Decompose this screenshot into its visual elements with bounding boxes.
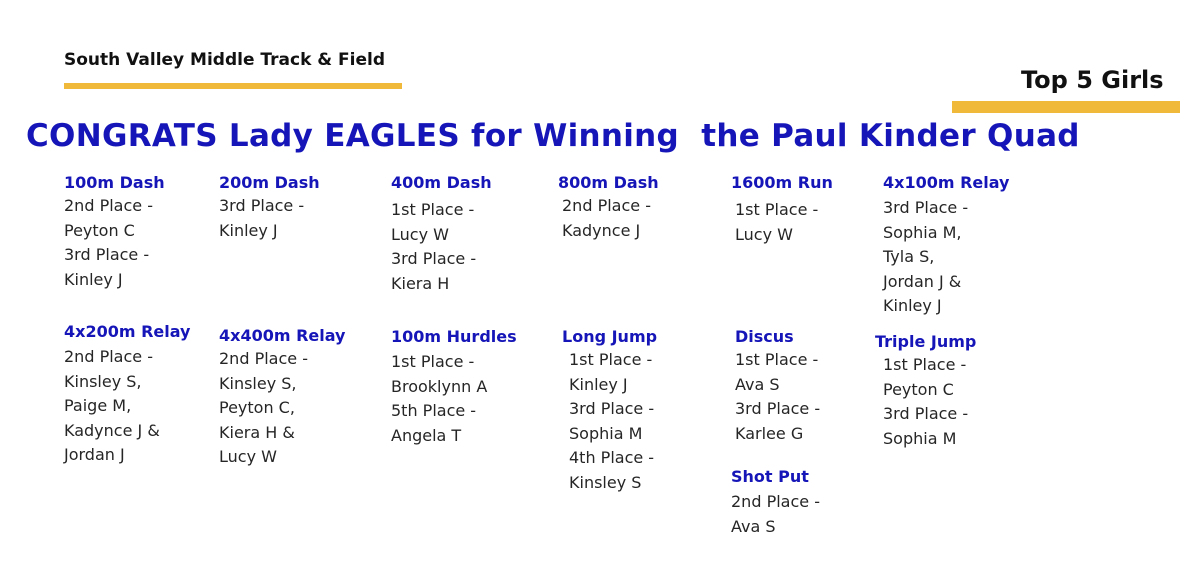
result-line: 3rd Place -: [883, 198, 969, 217]
result-line: Kiera H: [391, 273, 450, 293]
result-line: 3rd Place -: [569, 399, 655, 418]
result-line: Karlee G: [735, 423, 804, 443]
result-line: 3rd Place -: [64, 245, 150, 264]
event-800m-dash: [558, 172, 659, 243]
result-line: Kinsley S,: [64, 371, 142, 391]
result-line: Kinsley S,: [219, 373, 297, 393]
result-line: Kiera H &: [219, 422, 295, 442]
event-title: 100m Dash: [64, 173, 165, 192]
category-underline: [952, 101, 1180, 113]
event-title: 4x200m Relay: [64, 322, 191, 341]
event-title: 400m Dash: [391, 173, 492, 192]
school-underline: [64, 83, 402, 89]
event-4x200m-relay: [64, 321, 190, 468]
result-line: 4th Place -: [569, 448, 655, 467]
event-1600m-run: [731, 172, 833, 247]
result-line: 2nd Place -: [219, 349, 308, 368]
event-4x100m-relay: [883, 172, 1009, 319]
result-line: 1st Place -: [391, 352, 475, 371]
result-line: Ava S: [735, 374, 780, 394]
result-line: 1st Place -: [391, 200, 475, 219]
result-line: Ava S: [731, 516, 776, 536]
result-line: 2nd Place -: [731, 492, 820, 511]
result-line: 2nd Place -: [64, 347, 153, 366]
result-line: 2nd Place -: [64, 196, 153, 215]
school-name: South Valley Middle Track & Field: [64, 50, 386, 70]
event-200m-dash: [219, 172, 320, 243]
event-100m-dash: [64, 172, 165, 292]
event-title: Triple Jump: [875, 332, 977, 351]
result-line: Peyton C: [64, 220, 135, 240]
result-line: 1st Place -: [569, 350, 653, 369]
result-line: 5th Place -: [391, 401, 477, 420]
result-line: Sophia M: [569, 423, 643, 443]
result-line: Lucy W: [391, 224, 449, 244]
result-line: 1st Place -: [735, 350, 819, 369]
event-title: 800m Dash: [558, 173, 659, 192]
result-line: 1st Place -: [735, 200, 819, 219]
event-title: Shot Put: [731, 467, 809, 486]
event-long-jump: [562, 326, 657, 495]
event-title: 100m Hurdles: [391, 327, 517, 346]
result-line: Kinley J: [219, 220, 278, 240]
result-line: Kinley J: [64, 269, 123, 289]
result-line: Sophia M,: [883, 222, 962, 242]
event-triple-jump: [875, 331, 976, 451]
result-line: Lucy W: [219, 447, 277, 466]
result-line: Peyton C: [883, 379, 954, 399]
event-title: Long Jump: [562, 327, 658, 346]
result-line: Kadynce J: [562, 220, 641, 240]
event-discus: [735, 326, 820, 446]
result-line: Kinsley S: [569, 472, 642, 492]
event-title: Discus: [735, 327, 794, 346]
result-line: Brooklynn A: [391, 376, 488, 396]
result-line: Jordan J: [64, 445, 125, 464]
result-line: Lucy W: [735, 224, 793, 244]
result-line: 3rd Place -: [219, 196, 305, 215]
event-title: 200m Dash: [219, 173, 320, 192]
event-400m-dash: [391, 172, 492, 296]
result-line: Sophia M: [883, 428, 957, 448]
event-title: 4x400m Relay: [219, 326, 346, 345]
event-title: 4x100m Relay: [883, 173, 1010, 192]
result-line: 3rd Place -: [883, 404, 969, 423]
result-line: Tyla S,: [883, 247, 935, 266]
result-line: Kadynce J &: [64, 420, 160, 440]
event-4x400m-relay: [219, 325, 345, 470]
result-line: Peyton C,: [219, 398, 295, 417]
result-line: Angela T: [391, 425, 462, 445]
result-line: Paige M,: [64, 396, 132, 415]
result-line: 3rd Place -: [391, 249, 477, 268]
result-line: Kinley J: [569, 374, 628, 394]
event-title: 1600m Run: [731, 173, 833, 192]
event-shot-put: [731, 466, 820, 539]
result-line: 2nd Place -: [562, 196, 651, 215]
headline: CONGRATS Lady EAGLES for Winning the Paul Kinder Quad: [26, 118, 1080, 154]
result-line: 1st Place -: [883, 355, 967, 374]
result-line: Kinley J: [883, 296, 942, 315]
result-line: Jordan J &: [883, 271, 962, 291]
category-label: Top 5 Girls: [1021, 66, 1164, 94]
event-100m-hurdles: [391, 326, 517, 448]
result-line: 3rd Place -: [735, 399, 821, 418]
